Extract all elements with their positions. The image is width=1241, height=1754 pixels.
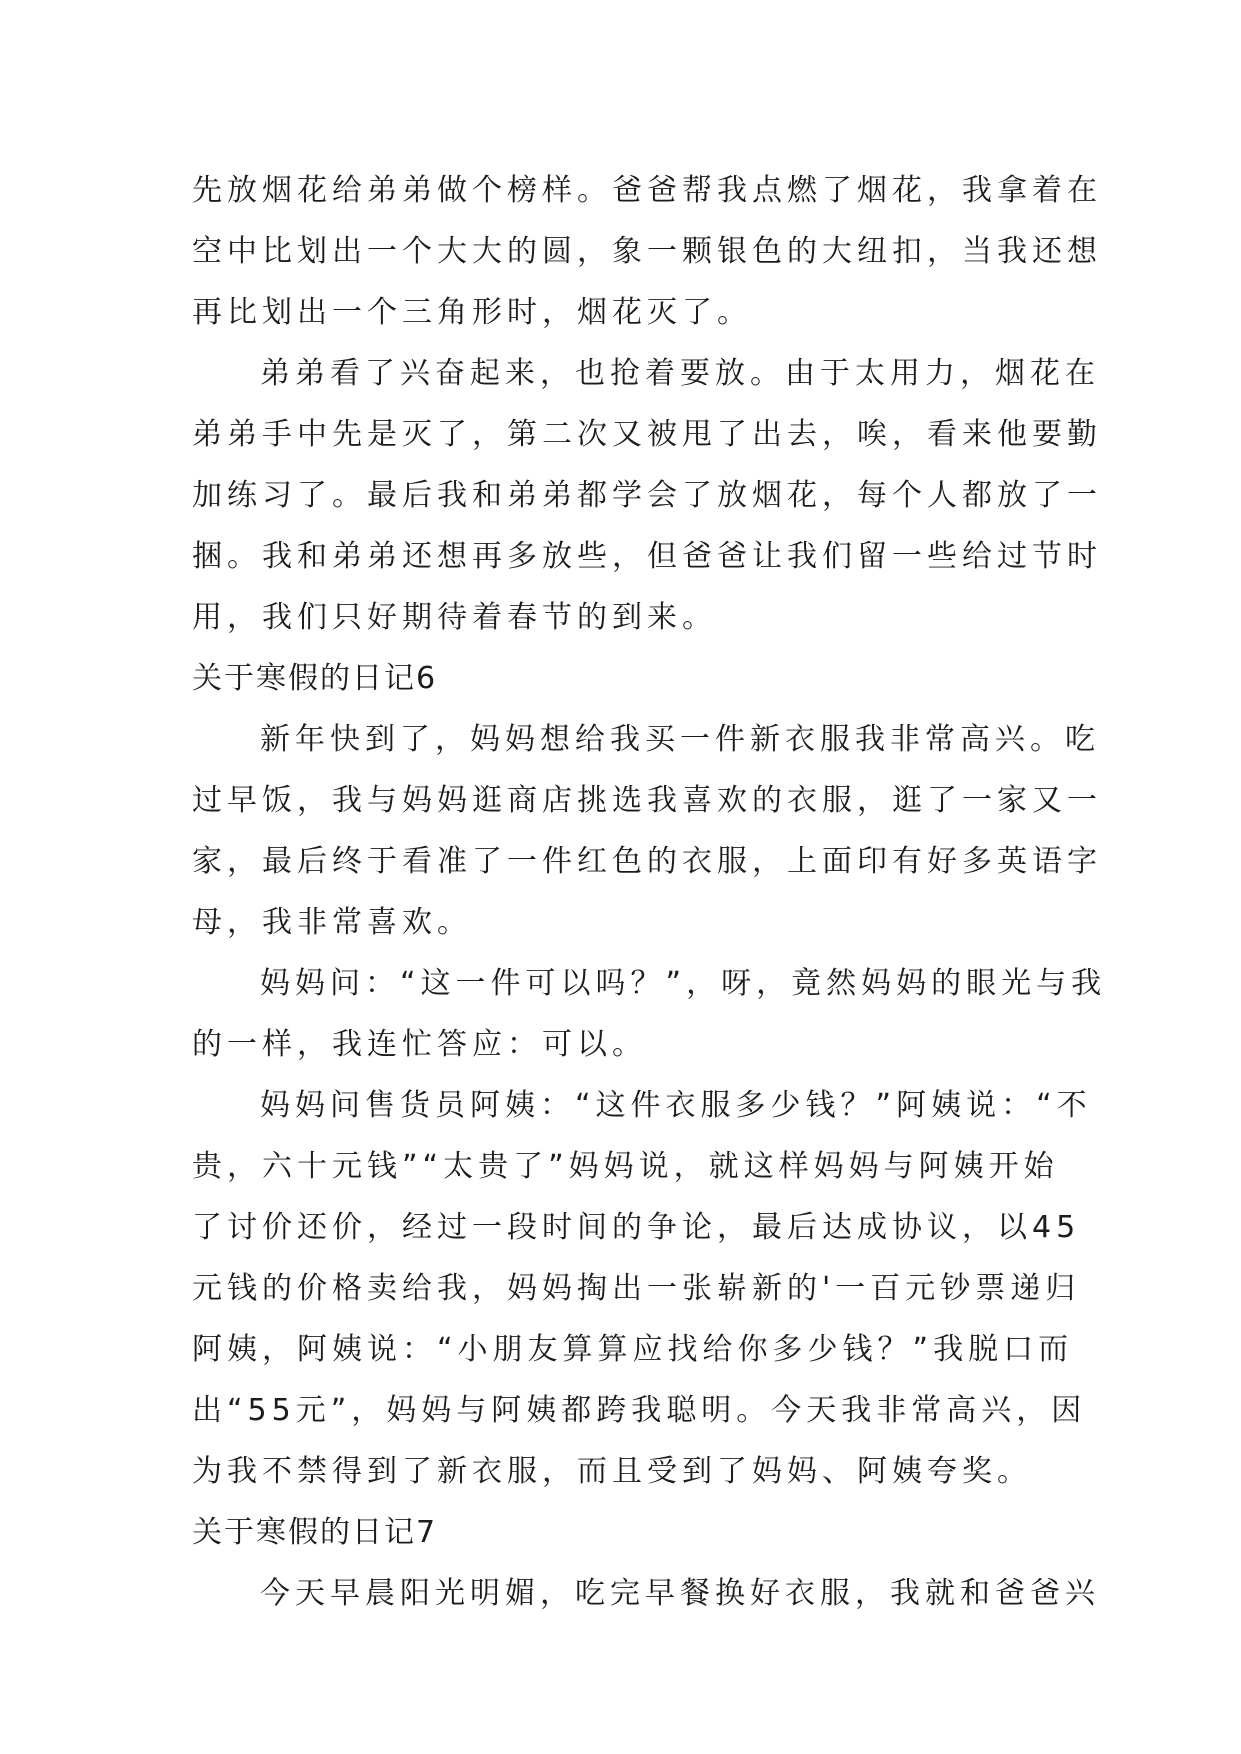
text-line: 家，最后终于看准了一件红色的衣服，上面印有好多英语字 [192, 844, 1102, 879]
text-line: 贵，六十元钱”“太贵了”妈妈说，就这样妈妈与阿姨开始 [192, 1149, 1059, 1184]
diary-heading-7: 关于寒假的日记7 [192, 1515, 438, 1550]
paragraph-mother-asks [192, 953, 1107, 1075]
text-line: 过早饭，我与妈妈逛商店挑选我喜欢的衣服，逛了一家又一 [192, 783, 1102, 818]
text-line: 今天早晨阳光明媚，吃完早餐换好衣服，我就和爸爸兴 [260, 1576, 1100, 1611]
text-line: 妈妈问：“这一件可以吗？”，呀，竟然妈妈的眼光与我 [260, 966, 1107, 1001]
paragraph-new-clothes [192, 709, 1102, 953]
text-line: 空中比划出一个大大的圆，象一颗银色的大纽扣，当我还想 [192, 234, 1102, 269]
text-line: 弟弟手中先是灭了，第二次又被甩了出去，唉，看来他要勤 [192, 417, 1102, 452]
text-line: 出“55元”，妈妈与阿姨都跨我聪明。今天我非常高兴，因 [192, 1393, 1087, 1428]
text-line: 新年快到了，妈妈想给我买一件新衣服我非常高兴。吃 [260, 722, 1100, 757]
paragraph-bargaining [192, 1075, 1092, 1502]
text-line: 弟弟看了兴奋起来，也抢着要放。由于太用力，烟花在 [260, 356, 1100, 391]
text-line: 了讨价还价，经过一段时间的争论，最后达成协议，以45 [192, 1210, 1081, 1245]
paragraph-brother-fireworks [192, 343, 1102, 648]
paragraph-fireworks-end [192, 160, 1102, 343]
paragraph-sunny-morning [192, 1563, 1100, 1624]
text-line: 为我不禁得到了新衣服，而且受到了妈妈、阿姨夸奖。 [192, 1454, 1032, 1489]
text-line: 先放烟花给弟弟做个榜样。爸爸帮我点燃了烟花，我拿着在 [192, 173, 1102, 208]
text-line: 母，我非常喜欢。 [192, 905, 472, 940]
text-line: 再比划出一个三角形时，烟花灭了。 [192, 295, 752, 330]
text-line: 加练习了。最后我和弟弟都学会了放烟花，每个人都放了一 [192, 478, 1102, 513]
text-line: 的一样，我连忙答应：可以。 [192, 1027, 647, 1062]
diary-heading-6: 关于寒假的日记6 [192, 661, 438, 696]
text-line: 捆。我和弟弟还想再多放些，但爸爸让我们留一些给过节时 [192, 539, 1102, 574]
document-body [192, 160, 1107, 1624]
text-line: 妈妈问售货员阿姨：“这件衣服多少钱？”阿姨说：“不 [260, 1088, 1092, 1123]
text-line: 元钱的价格卖给我，妈妈掏出一张崭新的'一百元钞票递归 [192, 1271, 1081, 1306]
text-line: 阿姨，阿姨说：“小朋友算算应找给你多少钱？”我脱口而 [192, 1332, 1074, 1367]
text-line: 用，我们只好期待着春节的到来。 [192, 600, 717, 635]
